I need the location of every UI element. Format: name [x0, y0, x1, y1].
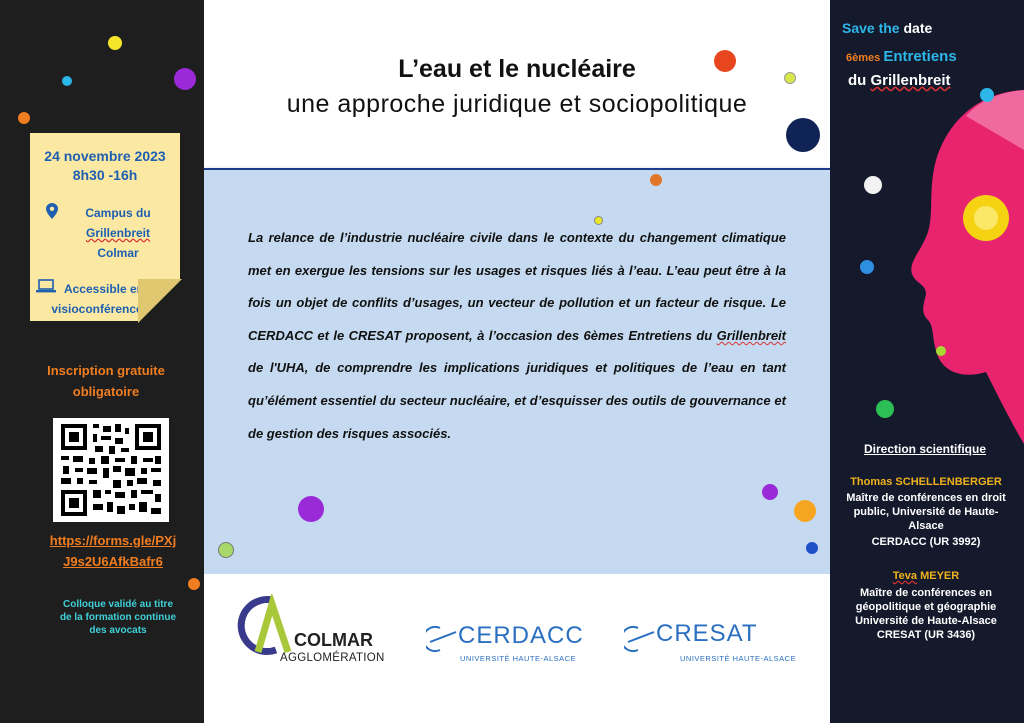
cresat-mark-icon	[624, 624, 658, 654]
description-box	[204, 168, 830, 576]
person-1-line-3: Alsace	[908, 520, 944, 532]
person-1-line-2: public, Université de Haute-	[853, 506, 999, 518]
location-block	[68, 203, 168, 263]
description-part-1: La relance de l’industrie nucléaire civile dans le contexte du changement climatique met en exergue les tensions sur les usages et risques liés à l’eau. L’eau peut être à la fois un objet de conflits d’usages, un vecteur de pollution et un facteur de risque. Le CERDACC et le CRESAT proposent, à l’occasion des 6èmes Entretiens du	[248, 230, 786, 343]
accreditation-line-3: des avocats	[89, 625, 147, 636]
location-line-2: Grillenbreit	[85, 226, 150, 240]
decorative-dot	[936, 346, 946, 356]
scientific-direction-heading: Direction scientifique	[863, 442, 987, 456]
save-the-date	[842, 20, 932, 36]
partner-logos	[204, 574, 830, 723]
description-place: Grillenbreit	[716, 327, 786, 343]
person-2-line-4: CRESAT (UR 3436)	[876, 629, 976, 641]
colmar-logo	[232, 594, 385, 674]
registration-line-2: obligatoire	[72, 384, 140, 399]
center-panel	[204, 0, 830, 723]
accreditation-line-2: de la formation continue	[59, 612, 177, 623]
decorative-dot	[980, 88, 994, 102]
accreditation-line-1: Colloque validé au titre	[62, 599, 174, 610]
subtitle: une approche juridique et sociopolitique	[286, 90, 748, 118]
colmar-logo-text: COLMAR	[294, 630, 373, 650]
registration-link-line-1[interactable]: https://forms.gle/PXj	[49, 533, 177, 548]
map-pin-icon	[46, 203, 58, 219]
cerdacc-logo-text: CERDACC	[458, 622, 584, 649]
location-line-1: Campus du	[85, 206, 151, 220]
decorative-dot	[18, 112, 30, 124]
note-curl	[138, 279, 182, 323]
event-place-name: Grillenbreit	[870, 72, 951, 89]
cresat-logo	[624, 618, 804, 668]
person-2-details	[836, 586, 1016, 642]
cerdacc-logo	[426, 618, 586, 668]
decorative-dot	[794, 500, 816, 522]
decorative-dot	[62, 76, 72, 86]
person-2-last-name: MEYER	[917, 570, 960, 582]
decorative-dot	[594, 216, 603, 225]
description-text	[248, 222, 786, 450]
colmar-logo-subtext: AGGLOMÉRATION	[280, 652, 385, 664]
person-2-name	[836, 570, 1016, 582]
decorative-dot	[876, 400, 894, 418]
cresat-logo-text: CRESAT	[656, 620, 758, 647]
person-2-first-name: Teva	[892, 570, 918, 582]
person-1-name: Thomas SCHELLENBERGER	[850, 476, 1002, 488]
cerdacc-mark-icon	[426, 624, 460, 654]
decorative-dot	[860, 260, 874, 274]
decorative-dot	[174, 68, 196, 90]
remote-line-1: Accessible en	[63, 282, 145, 296]
edition-ordinal: 6èmes	[846, 52, 884, 64]
event-place	[848, 72, 951, 89]
event-date-block	[30, 147, 180, 185]
cerdacc-logo-subtext: UNIVERSITÉ HAUTE-ALSACE	[460, 654, 577, 663]
event-time: 8h30 -16h	[72, 167, 138, 183]
decorative-dot	[650, 174, 662, 186]
registration-link-line-2[interactable]: J9s2U6AfkBafr6	[63, 554, 163, 569]
person-1-line-1: Maître de conférences en droit	[846, 492, 1006, 504]
edition-name: Entretiens	[883, 48, 957, 65]
qr-code-image	[53, 418, 169, 522]
person-1-details	[836, 491, 1016, 549]
person-1-line-4: CERDACC (UR 3992)	[871, 536, 981, 548]
registration-line-1: Inscription gratuite	[47, 363, 165, 378]
title-box	[204, 0, 830, 166]
event-edition	[846, 48, 957, 66]
description-part-2: de l'UHA, de comprendre les implications juridiques et politiques de l’eau en tant qu’élément essentiel du secteur nucléaire, et d’esquisser des outils de gouvernance et de gestion des risques associés.	[248, 360, 786, 441]
colmar-mark-icon	[232, 594, 296, 658]
registration-notice	[30, 360, 182, 402]
decorative-dot	[806, 542, 818, 554]
decorative-dot	[864, 176, 882, 194]
person-2-line-2: géopolitique et géographie	[855, 601, 997, 613]
decorative-dot	[714, 50, 736, 72]
registration-qr-code[interactable]	[53, 418, 169, 522]
cresat-logo-subtext: UNIVERSITÉ HAUTE-ALSACE	[680, 654, 797, 663]
date-label: date	[903, 20, 933, 36]
decorative-dot	[188, 578, 200, 590]
decorative-dot	[786, 118, 820, 152]
decorative-dot	[218, 542, 234, 558]
event-info-note	[30, 133, 180, 321]
remote-line-2: visioconférence	[51, 302, 143, 316]
event-place-du: du	[848, 72, 871, 89]
decorative-dot	[762, 484, 778, 500]
decorative-dot	[784, 72, 796, 84]
event-date: 24 novembre 2023	[44, 148, 166, 164]
location-line-3: Colmar	[97, 246, 139, 260]
decorative-dot	[108, 36, 122, 50]
save-the-label: Save the	[842, 20, 904, 36]
person-2-line-3: Université de Haute-Alsace	[855, 615, 997, 627]
accreditation-note	[48, 598, 188, 637]
registration-link[interactable]	[30, 530, 196, 572]
decorative-dot	[298, 496, 324, 522]
main-title: L’eau et le nucléaire	[398, 55, 636, 83]
person-2-line-1: Maître de conférences en	[859, 587, 993, 599]
